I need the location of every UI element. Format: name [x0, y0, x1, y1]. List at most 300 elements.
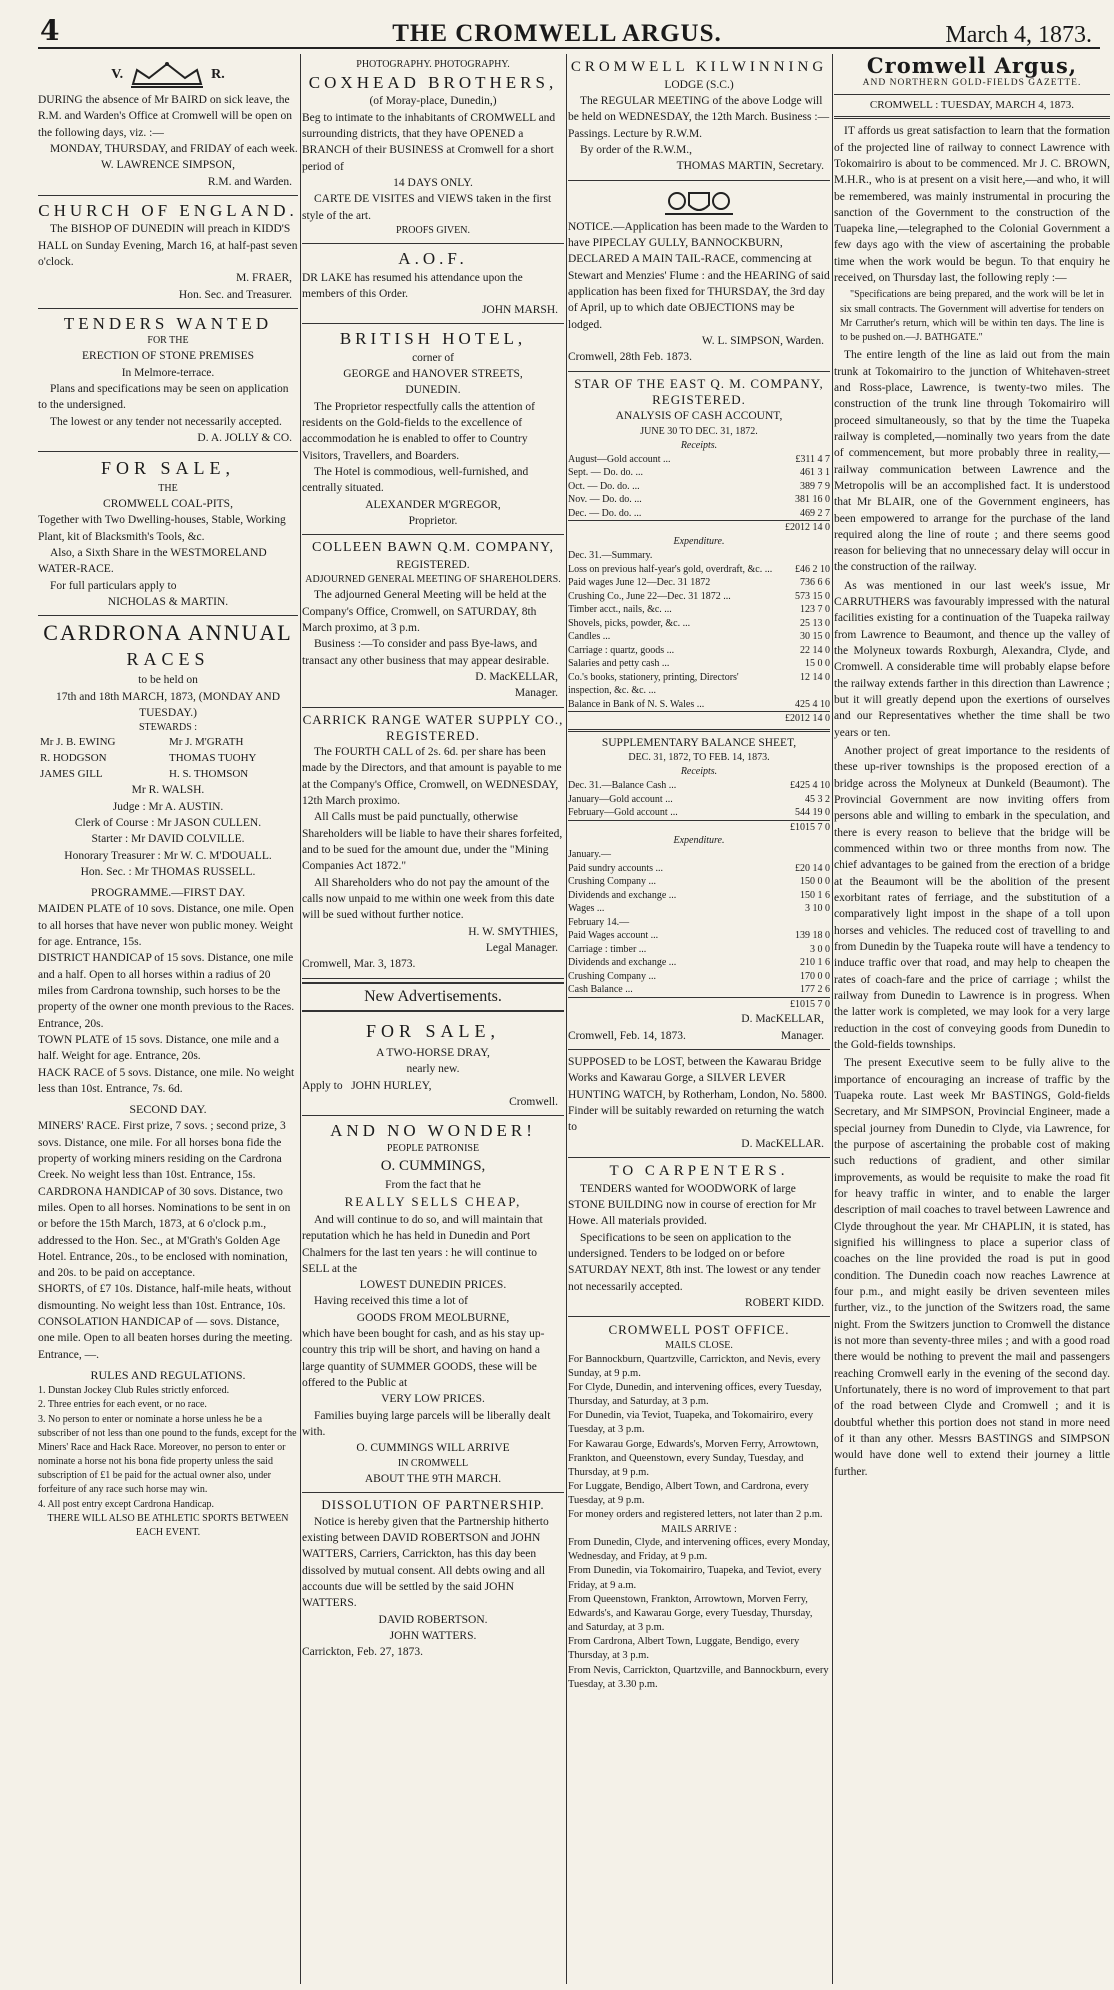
rules-heading: RULES AND REGULATIONS. [90, 1368, 246, 1383]
sale-body-2: Also, a Sixth Share in the WESTMORELAND WATER-RACE. [38, 546, 267, 576]
dissolution-body: Notice is hereby given that the Partnership hitherto existing between DAVID ROBERTSON and JOHN WATTERS, Carriers, Carrickton, has this day been dissolved by mutual consent. All debts owing and all accounts due will be settled by the said JOHN WATTERS. [302, 1515, 549, 1610]
mail-arrive-item: From Queenstown, Frankton, Arrowtown, Morven Ferry, Edwards's, and Kawarau Gorge, every Tuesday, Thursday, and Saturday, at 3 p.m. [568, 1593, 813, 1634]
cipher-r: R. [211, 67, 225, 83]
account-row [568, 590, 830, 604]
star-expenditure-label: Expenditure. [673, 535, 725, 547]
account-amount: 45 3 2 [805, 793, 830, 805]
account-row [568, 657, 830, 671]
cummings-ad [302, 1116, 564, 1493]
star-date-line [568, 1028, 830, 1044]
account-label: Crushing Co., June 22—Dec. 31 1872 ... [568, 590, 731, 602]
carrick-date: Cromwell, Mar. 3, 1873. [302, 958, 416, 971]
photo-heading: COXHEAD BROTHERS, [308, 73, 558, 93]
photography-ad [302, 54, 564, 244]
account-row [568, 793, 830, 807]
star-date: Cromwell, Feb. 14, 1873. [568, 1029, 686, 1042]
account-amount: 22 14 0 [800, 644, 830, 656]
carpenters-heading: TO CARPENTERS. [609, 1163, 789, 1180]
rule-item: 4. All post entry except Cardrona Handicap. [38, 1498, 215, 1510]
account-row [568, 507, 830, 521]
coal-pits-sale [38, 452, 298, 616]
races-held: to be held on [138, 674, 198, 687]
account-amount: 123 7 0 [800, 604, 830, 616]
mail-close-item: For money orders and registered letters, not later than 2 p.m. [568, 1509, 823, 1521]
vr-title: R.M. and Warden. [207, 175, 292, 188]
colleen-kicker: ADJOURNED GENERAL MEETING OF SHAREHOLDERS. [305, 574, 561, 586]
account-label: Paid wages June 12—Dec. 31 1872 [568, 577, 711, 589]
race-event: TOWN PLATE of 15 sovs. Distance, one mile and a half. Weight for age. Entrance, 20s. [38, 1033, 279, 1063]
race-event: DISTRICT HANDICAP of 15 sovs. Distance, one mile and a half. Open to all horses within a radius of 20 miles from Cardrona township, such horses to be the property of the owner one month previous to the Races. Entrance, 20s. [38, 952, 295, 1030]
account-label: Crushing Company ... [568, 876, 657, 888]
account-row [568, 956, 830, 970]
account-row [568, 848, 830, 862]
photo-cartes: CARTE DE VISITES and VIEWS taken in the first style of the art. [302, 193, 552, 222]
carpenters-body-2: Specifications to be seen on application to the undersigned. Tenders to be lodged on or before SATURDAY NEXT, 8th inst. The lowest or any tender not necessarily accepted. [568, 1231, 821, 1293]
mails-close-heading: MAILS CLOSE. [665, 1340, 733, 1351]
dray-apply [302, 1078, 564, 1094]
steward: Mr J. M'GRATH [169, 736, 244, 749]
account-row [568, 806, 830, 820]
carpenters-notice [568, 1158, 830, 1317]
account-row [568, 563, 830, 577]
dray-sale-ad [302, 1015, 564, 1116]
account-amount: 3 0 0 [810, 943, 830, 955]
mail-arrive-item: From Nevis, Carrickton, Quartzville, and Bannockburn, every Tuesday, at 3.30 p.m. [568, 1664, 829, 1690]
dissolution-heading: DISSOLUTION OF PARTNERSHIP. [321, 1497, 545, 1513]
expenditure-total-value: £2012 14 0 [785, 713, 830, 725]
issue-date: March 4, 1873. [945, 22, 1092, 48]
races-footer: THERE WILL ALSO BE ATHLETIC SPORTS BETWEEN EACH EVENT. [47, 1512, 289, 1539]
account-label: Dec. 31.—Summary. [568, 550, 653, 562]
editorial-paragraph: IT affords us great satisfaction to learn that the formation of the projected line of railway to connect Lawrence with Tokomairiro is about to be commenced. Mr J. C. BROWN, M.H.R., who is at present on a visit here,—and who, it will be remembered, was mainly instrumental in procuring the sanction of the Government to the construction of the Tuapeka line,—telegraphed to the Colonial Government a few days ago with the view of ascertaining the probable time when the work would be begun. To that enquiry he received, on Thursday last, the following reply :— [834, 125, 1110, 285]
account-amount: 461 3 1 [800, 467, 830, 479]
carrick-signature: H. W. SMYTHIES, [468, 925, 558, 938]
pipeclay-notice [568, 181, 830, 372]
dissolution-notice [302, 1493, 564, 1660]
column-1 [38, 54, 298, 1984]
editorial-masthead: Cromwell Argus, [866, 54, 1078, 78]
stewards-list [38, 735, 298, 782]
hotel-streets: GEORGE and HANOVER STREETS, [343, 368, 523, 381]
account-amount: £20 14 0 [795, 862, 830, 874]
race-judge: Judge : Mr A. AUSTIN. [112, 800, 224, 813]
editorial-paragraph: The present Executive seem to be fully alive to the importance of encouraging an increase of traffic by the Tuapeka route. Last week Mr BASTINGS, Gold-fields Secretary, and Mr SIMPSON, Provincial Engineer, made a special journey from Dunedin to Clyde, via Lawrence, for the purpose of ascertaining the probable cost of making such reductions of gradient, and other similar improvements, as would be requisite to make the road fit for heavy traffic in winter, and to enable the larger description of mail coaches to travel between Lawrence and Clyde throughout the year. Mr CHAPLIN, it is stated, has signified his willingness to place a superior class of coaches on the line provided the road is put in good condition. The Dunedin coach now reaches Lawrence at four p.m., and might easily be driven seventeen miles further, viz., to the junction of the Switzers road, the same night. From the Switzers junction to Cromwell the distance is not more than seventy-three miles ; and with a good road there would be nothing to prevent the mail and passengers reaching Cromwell early in the evening of the second day. Unfortunately, there is no word of improvement to that part of the road between Clyde and Cromwell ; and it is doubtful whether this portion does not stand in more need of it than any other. Messrs BASTINGS and SIMPSON would have done well to extend their journey a little further. [834, 1057, 1110, 1478]
account-row [568, 943, 830, 957]
account-row [568, 970, 830, 984]
races-heading: CARDRONA ANNUAL [43, 620, 293, 646]
mail-close-item: For Dunedin, via Teviot, Tuapeka, and Tokomairiro, every Tuesday, at 3 p.m. [568, 1410, 814, 1436]
account-amount [778, 848, 830, 862]
mails-arrive-heading: MAILS ARRIVE : [661, 1523, 737, 1535]
star-acct-heading: ANALYSIS OF CASH ACCOUNT, [615, 410, 783, 423]
account-label: January.— [568, 849, 611, 861]
colleen-sub: REGISTERED. [396, 558, 470, 571]
cummings-in: IN CROMWELL [397, 1457, 469, 1469]
account-row [568, 983, 830, 997]
dray-contact: JOHN HURLEY, [351, 1079, 432, 1092]
account-row [568, 779, 830, 793]
tenders-body-2: The lowest or any tender not necessarily accepted. [50, 415, 282, 428]
receipts-total [568, 520, 830, 535]
photo-body: Beg to intimate to the inhabitants of CROMWELL and surrounding districts, that they have OPENED a BRANCH of their BUSINESS at Cromwell for a short period of [302, 111, 556, 173]
expenditure-total [568, 711, 830, 726]
supp-receipts-total [568, 820, 830, 835]
divider [568, 729, 830, 732]
dissolution-signature: DAVID ROBERTSON. [378, 1613, 488, 1626]
account-amount: £425 4 10 [790, 780, 830, 792]
account-row [568, 493, 830, 507]
account-amount [778, 549, 830, 563]
account-row [568, 929, 830, 943]
races-dates: 17th and 18th MARCH, 1873, (MONDAY AND TUESDAY.) [55, 690, 281, 719]
vr-body: DURING the absence of Mr BAIRD on sick leave, the R.M. and Warden's Office at Cromwell will be open on the following days, viz. :— [38, 94, 292, 139]
account-row [568, 916, 830, 930]
account-amount: 12 14 0 [800, 671, 830, 683]
account-row [568, 902, 830, 916]
masthead [0, 0, 1114, 52]
race-event: CARDRONA HANDICAP of 30 sovs. Distance, two miles. Open to all horses. Nominations to be sent in on or before the 15th March, 1873, at 6 o'clock p.m., addressed to the Hon. Sec., at M'Grath's Golden Age Hotel. Entrance, 20s., to be enclosed with nomination, and 20s. to be paid on acceptance. [38, 1185, 291, 1280]
account-row [568, 644, 830, 658]
race-starter: Starter : Mr DAVID COLVILLE. [91, 833, 245, 846]
cummings-goods: GOODS FROM MEOLBURNE, [356, 1311, 510, 1324]
account-label: Paid sundry accounts ... [568, 862, 663, 874]
dissolution-signature-2: JOHN WATTERS. [389, 1629, 477, 1642]
steward: Mr J. B. EWING [40, 736, 116, 749]
account-amount: 469 2 7 [800, 507, 830, 519]
tenders-signature: D. A. JOLLY & CO. [197, 431, 292, 444]
account-label: February 14.— [568, 916, 630, 928]
colleen-title: Manager. [514, 687, 558, 700]
supp-period: DEC. 31, 1872, TO FEB. 14, 1873. [628, 751, 770, 763]
sale-subject: CROMWELL COAL-PITS, [103, 498, 233, 510]
dray-heading: FOR SALE, [365, 1021, 500, 1042]
account-row [568, 549, 830, 563]
royal-cipher [38, 58, 298, 92]
column-rule [566, 54, 567, 1984]
account-row [568, 875, 830, 889]
church-heading: CHURCH OF ENGLAND. [38, 200, 298, 220]
carrick-heading: CARRICK RANGE WATER SUPPLY CO., REGISTERED. [302, 711, 564, 743]
sale-body-3: For full particulars apply to [50, 579, 177, 592]
account-label: Crushing Company ... [568, 970, 657, 982]
expenditure-table [568, 549, 830, 711]
cummings-sells: REALLY SELLS CHEAP, [344, 1194, 522, 1210]
hotel-corner: corner of [412, 351, 454, 364]
vr-days: MONDAY, THURSDAY, and FRIDAY of each week. [50, 142, 298, 155]
lodge-sub: LODGE (S.C.) [664, 78, 734, 91]
receipts-total-value: £2012 14 0 [785, 522, 830, 534]
mail-arrive-item: From Dunedin, via Tokomairiro, Tuapeka, and Teviot, every Friday, at 9 a.m. [568, 1565, 822, 1591]
sale-heading: FOR SALE, [100, 458, 235, 479]
race-event: MINERS' RACE. First prize, 7 sovs. ; second prize, 3 sovs. Distance, one mile. For all horses bona fide the property of working miners residing on the Cardrona Creek. No weight less than 10st. Entrance, 15s. [38, 1120, 286, 1182]
dray-condition: nearly new. [406, 1063, 460, 1076]
church-signature: M. FRAER, [236, 272, 292, 285]
carpenters-signature: ROBERT KIDD. [745, 1297, 824, 1310]
steward-last: Mr R. WALSH. [131, 784, 205, 797]
account-row [568, 480, 830, 494]
account-label: Paid Wages account ... [568, 930, 659, 942]
cummings-heading: AND NO WONDER! [330, 1121, 536, 1141]
account-amount: 30 15 0 [800, 631, 830, 643]
editorial-paragraph: The entire length of the line as laid out from the main trunk at Tokomairiro to the junction of Whitehaven-street and Ross-place, Lawrence, is twenty-two miles. The construction of the trunk line through Tokomairiro will proceed simultaneously, so that by the time the Tuapeka railway is completed,—nominally two years from the date of commencement, but more probably three in reality,—railway communication between Lawrence and the Metropolis will be an accomplished fact. It is understood that Mr BLAIR, one of the Government engineers, has been empowered to arrange for the purchase of the land required along the line of route ; and there seems good reason for believing that no unnecessary delay will occur in the construction of the railway. [834, 349, 1110, 574]
account-amount: 210 1 6 [800, 957, 830, 969]
race-event: HACK RACE of 5 sovs. Distance, one mile. No weight less than 10st. Entrance, 7s. 6d. [38, 1066, 295, 1095]
cummings-body-4: Families buying large parcels will be liberally dealt with. [302, 1409, 551, 1439]
account-amount: £311 4 7 [795, 453, 830, 465]
account-amount: 381 16 0 [795, 494, 830, 506]
church-notice [38, 196, 298, 309]
cummings-body-3: which have been bought for cash, and as his stay up-country this trip will be short, and having on hand a large quantity of SUMMER GOODS, these will be offered to the Public at [302, 1328, 545, 1390]
coat-of-arms-icon [655, 187, 743, 217]
account-label: Candles ... [568, 631, 611, 643]
carrick-body-3: All Shareholders who do not pay the amount of the calls now unpaid to me within one week from this date will be sued without further notice. [302, 876, 555, 922]
aof-notice [302, 244, 564, 324]
lodge-body: The REGULAR MEETING of the above Lodge will be held on WEDNESDAY, the 12th March. Business :—Passings. Lecture by R.W.M. [568, 95, 830, 140]
cipher-v: V. [111, 67, 124, 83]
editorial-body [834, 123, 1110, 1480]
account-amount: £46 2 10 [795, 563, 830, 575]
pipeclay-body: NOTICE.—Application has been made to the Warden to have PIPECLAY GULLY, BANNOCKBURN, DECLARED A MAIN TAIL-RACE, commencing at Stewart and Menzies' Flume : and the HEARING of said application has been fixed for THURSDAY, the 3rd day of April, up to which date OBJECTIONS may be lodged. [568, 220, 830, 331]
photo-days: 14 DAYS ONLY. [393, 177, 473, 190]
mail-close-item: For Bannockburn, Quartzville, Carrickton, and Nevis, every Sunday, at 9 p.m. [568, 1353, 821, 1379]
british-hotel-ad [302, 324, 564, 535]
account-amount [778, 916, 830, 930]
day-two-heading: SECOND DAY. [129, 1102, 207, 1117]
cummings-people: PEOPLE PATRONISE [386, 1142, 480, 1154]
account-label: February—Gold account ... [568, 807, 678, 819]
colleen-body: The adjourned General Meeting will be held at the Company's Office, Cromwell, on SATURDAY, 8th March proximo, at 3 p.m. [302, 589, 547, 635]
account-row [568, 698, 830, 712]
day-one-heading: PROGRAMME.—FIRST DAY. [90, 885, 246, 900]
dissolution-date: Carrickton, Feb. 27, 1873. [302, 1646, 424, 1659]
hotel-signature: ALEXANDER M'GREGOR, [365, 498, 501, 511]
account-amount: 425 4 10 [795, 698, 830, 710]
star-period: JUNE 30 TO DEC. 31, 1872. [640, 425, 758, 437]
account-label: Dec. 31.—Balance Cash ... [568, 780, 677, 792]
carrick-body-2: All Calls must be paid punctually, otherwise Shareholders will be liable to have their shares forfeited, and to be sued for the amount due, under the "Mining Companies Act 1872." [302, 811, 563, 873]
dray-subject: A TWO-HORSE DRAY, [376, 1047, 490, 1060]
newspaper-title: THE CROMWELL ARGUS. [392, 20, 722, 47]
church-title: Hon. Sec. and Treasurer. [178, 288, 292, 301]
account-amount: 150 0 0 [800, 876, 830, 888]
tenders-heading: TENDERS WANTED [63, 313, 273, 333]
account-amount: 150 1 6 [800, 889, 830, 901]
account-amount: 25 13 0 [800, 617, 830, 629]
account-amount: 573 15 0 [795, 590, 830, 602]
account-label: Wages ... [568, 903, 605, 915]
tenders-subject: ERECTION OF STONE PREMISES [82, 350, 254, 363]
hotel-body-2: The Hotel is commodious, well-furnished, and centrally situated. [302, 466, 529, 495]
cummings-name: O. CUMMINGS, [380, 1157, 486, 1174]
account-label: Cash Balance ... [568, 984, 633, 996]
tenders-body: Plans and specifications may be seen on application to the undersigned. [38, 382, 289, 412]
account-amount: 3 10 0 [805, 903, 830, 915]
photo-sub: (of Moray-place, Dunedin,) [369, 95, 497, 108]
account-label: Salaries and petty cash ... [568, 658, 670, 670]
account-label: Carriage : quartz, goods ... [568, 644, 675, 656]
editorial-quote: "Specifications are being prepared, and the work will be let in six small contracts. The Government will advertise for tenders on Mr Carruther's return, which will be within ten days. The line is to be pushed on.—J. BATHGATE." [840, 289, 1104, 344]
race-event: CONSOLATION HANDICAP of — sovs. Distance, one mile. Open to all beaten horses during the meeting. Entrance, —. [38, 1316, 293, 1361]
race-secretary: Hon. Sec. : Mr THOMAS RUSSELL. [80, 865, 256, 878]
pipeclay-signature: W. L. SIMPSON, Warden. [701, 335, 824, 348]
masthead-rule [38, 47, 1100, 49]
post-office-notice [568, 1317, 830, 1692]
account-label: January—Gold account ... [568, 793, 673, 805]
race-clerk: Clerk of Course : Mr JASON CULLEN. [74, 816, 262, 829]
cummings-body: And will continue to do so, and will maintain that reputation which he has held in Dunedin and Port Chalmers for the last ten years : he will continue to SELL at the [302, 1213, 543, 1275]
account-row [568, 630, 830, 644]
crown-icon [123, 60, 211, 90]
account-row [568, 671, 830, 698]
carrick-body: The FOURTH CALL of 2s. 6d. per share has been made by the Directors, and that amount is payable to me at the Company's Office, Cromwell, on WEDNESDAY, 12th March proximo. [302, 746, 562, 808]
account-label: Nov. — Do. do. ... [568, 494, 642, 506]
column-3 [568, 54, 830, 1984]
cummings-body-2: Having received this time a lot of [314, 1295, 468, 1308]
account-label: Timber acct., nails, &c. ... [568, 604, 672, 616]
supp-expenditure-table [568, 848, 830, 997]
hotel-city: DUNEDIN. [405, 384, 461, 397]
mail-close-item: For Kawarau Gorge, Edwards's, Morven Ferry, Arrowtown, Frankton, and Queenstown, every Sunday, Tuesday, and Thursday, at 9 p.m. [568, 1438, 819, 1478]
account-row [568, 862, 830, 876]
carrick-range-notice [302, 708, 564, 979]
race-event: MAIDEN PLATE of 10 sovs. Distance, one mile. Open to all horses that have never won public money. Weight for age. Entrance, 15s. [38, 903, 294, 948]
cardrona-races-ad [38, 616, 298, 1540]
account-amount: 736 6 6 [800, 577, 830, 589]
new-advertisements-heading: New Advertisements. [302, 982, 564, 1013]
account-row [568, 617, 830, 631]
colleen-heading: COLLEEN BAWN Q.M. COMPANY, [312, 540, 554, 556]
sale-the: THE [158, 482, 178, 494]
steward: JAMES GILL [40, 767, 103, 780]
sale-body: Together with Two Dwelling-houses, Stable, Working Plant, kit of Blacksmith's Tools, &c. [38, 514, 286, 543]
account-amount: 170 0 0 [800, 970, 830, 982]
aof-body: DR LAKE has resumed his attendance upon the members of this Order. [302, 271, 523, 300]
star-title: Manager. [780, 1029, 824, 1042]
hotel-body: The Proprietor respectfully calls the attention of residents on the Gold-fields to the excellence of accommodation he is enabled to offer to Country Visitors, Travellers, and Boarders. [302, 400, 535, 462]
account-label: Dividends and exchange ... [568, 889, 677, 901]
star-of-east-accounts [568, 372, 830, 1050]
editorial-paragraph: Another project of great importance to the residents of these up-river townships is the proposed erection of a bridge across the Molyneux at Dunkeld (Beaumont). The Provincial Government are now inviting offers from persons able and willing to embark in the speculation, and there is every reason to believe that the bridge will be commenced within two or three months from now. The chief advantages to be gained from the erection of a bridge at the Beaumont will be the abolition of the present exorbitant rates of ferriage, and the substitution of a comparatively light impost in the shape of a toll upon horses and vehicles. The reduced cost of travelling to and from Dunedin by the Tuapeka route will have a tendency to induce traffic over that road, and may help to cheapen the rates of coach-fare and the price of carriage ; whilst the railway from Dunedin to Lawrence is in progress. When the latter work is completed, we may look for a very large reduction in the cost of conveying goods from Dunedin to the Gold-fields townships. [834, 745, 1110, 1051]
colleen-body-2: Business :—To consider and pass Bye-laws, and transact any other business that may appear desirable. [302, 638, 550, 667]
mail-close-item: For Luggate, Bendigo, Albert Town, and Cardrona, every Tuesday, at 9 p.m. [568, 1481, 809, 1507]
account-label: Co.'s books, stationery, printing, Directors' inspection, &c. &c. ... [568, 671, 739, 697]
account-row [568, 466, 830, 480]
hotel-title: Proprietor. [408, 515, 458, 528]
page-number: 4 [40, 14, 60, 47]
account-row [568, 889, 830, 903]
account-label: Balance in Bank of N. S. Wales ... [568, 698, 705, 710]
colleen-signature: D. MacKELLAR, [475, 671, 558, 683]
supp-exp-total-value: £1015 7 0 [790, 998, 830, 1010]
coat-of-arms [568, 185, 830, 219]
rule-item: 3. No person to enter or nominate a horse unless he be a subscriber of not less than one pound to the funds, except for the Miners' Race and Hack Race. Moreover, no person to enter or nominate a horse not his bona fide property unless the said subscription of £1 be paid for the actual owner also, under forfeiture of any race such horse may win. [38, 1413, 297, 1496]
carpenters-body: TENDERS wanted for WOODWORK of large STONE BUILDING now in course of erection for Mr Howe. All materials provided. [568, 1182, 817, 1228]
cummings-when: ABOUT THE 9TH MARCH. [364, 1472, 502, 1485]
account-label: August—Gold account ... [568, 453, 671, 465]
account-label: Dec. — Do. do. ... [568, 507, 642, 519]
lost-body: SUPPOSED to be LOST, between the Kawarau Bridge Works and Kawarau Gorge, a SILVER LEVER HUNTING WATCH, by Rotherham, London, No. 5800. Finder will be suitably rewarded on returning the watch to [568, 1056, 827, 1134]
cummings-arrive: O. CUMMINGS WILL ARRIVE [356, 1442, 510, 1455]
pipeclay-date: Cromwell, 28th Feb. 1873. [568, 351, 692, 364]
star-heading: STAR OF THE EAST Q. M. COMPANY, REGISTERED. [574, 375, 824, 407]
supp-expenditure-label: Expenditure. [673, 835, 725, 847]
supp-total-value: £1015 7 0 [790, 821, 830, 833]
tenders-location: In Melmore-terrace. [121, 366, 215, 379]
star-receipts-label: Receipts. [680, 439, 718, 451]
account-row [568, 576, 830, 590]
post-heading: CROMWELL POST OFFICE. [608, 1322, 790, 1338]
rule-item: 1. Dunstan Jockey Club Rules strictly enforced. [38, 1385, 230, 1397]
column-4-editorial [834, 54, 1110, 1984]
account-label: Oct. — Do. do. ... [568, 480, 640, 492]
lodge-heading: CROMWELL KILWINNING [570, 59, 828, 75]
photo-proofs: PROOFS GIVEN. [396, 225, 470, 237]
editorial-dateline: CROMWELL : TUESDAY, MARCH 4, 1873. [834, 94, 1110, 120]
account-label: Shovels, picks, powder, &c. ... [568, 617, 691, 629]
cummings-from: From the fact that he [385, 1179, 481, 1192]
mail-arrive-item: From Dunedin, Clyde, and intervening offices, every Monday, Wednesday, and Friday, at 9 p.m. [568, 1537, 830, 1563]
mail-arrive-item: From Cardrona, Albert Town, Luggate, Bendigo, every Thursday, at 3 p.m. [568, 1636, 800, 1662]
steward: R. HODGSON [40, 752, 107, 765]
sale-signature: NICHOLAS & MARTIN. [107, 595, 229, 608]
steward: THOMAS TUOHY [169, 752, 257, 765]
cummings-prices: LOWEST DUNEDIN PRICES. [359, 1279, 507, 1292]
aof-signature: JOHN MARSH. [481, 304, 558, 317]
dray-place: Cromwell. [509, 1096, 558, 1108]
mail-close-item: For Clyde, Dunedin, and intervening offices, every Tuesday, Thursday, and Saturday, at 3 p.m. [568, 1381, 822, 1408]
account-amount: 15 0 0 [805, 658, 830, 670]
race-treasurer: Honorary Treasurer : Mr W. C. M'DOUALL. [64, 849, 272, 862]
races-heading-2: RACES [126, 648, 210, 669]
supp-heading: SUPPLEMENTARY BALANCE SHEET, [601, 736, 797, 749]
lost-watch-notice [568, 1050, 830, 1158]
lodge-signature: THOMAS MARTIN, Secretary. [676, 160, 824, 173]
column-rule [300, 54, 301, 1984]
account-label: Sept. — Do. do. ... [568, 467, 643, 479]
photo-kicker: PHOTOGRAPHY. PHOTOGRAPHY. [356, 59, 510, 70]
lost-signature: D. MacKELLAR. [741, 1137, 824, 1150]
account-amount: 177 2 6 [800, 984, 830, 996]
account-label: Carriage : timber ... [568, 943, 647, 955]
rule-item: 2. Three entries for each event, or no race. [38, 1399, 207, 1411]
account-label: Loss on previous half-year's gold, overdraft, &c. ... [568, 563, 773, 575]
dray-apply-label: Apply to [302, 1079, 343, 1092]
supp-receipts-table [568, 779, 830, 820]
church-body: The BISHOP OF DUNEDIN will preach in KIDD'S HALL on Sunday Evening, March 16, at half-past seven o'clock. [38, 223, 298, 268]
steward: H. S. THOMSON [169, 767, 249, 780]
aof-heading: A.O.F. [398, 249, 468, 269]
star-signature: D. MacKELLAR, [741, 1013, 824, 1026]
cummings-low: VERY LOW PRICES. [381, 1393, 485, 1406]
hotel-heading: BRITISH HOTEL, [339, 329, 527, 349]
stewards-heading: STEWARDS : [138, 722, 198, 734]
account-amount: 389 7 9 [800, 480, 830, 492]
carrick-title: Legal Manager. [485, 942, 558, 955]
vr-notice [38, 54, 298, 196]
vr-signature: W. LAWRENCE SIMPSON, [100, 159, 236, 172]
column-rule [832, 54, 833, 1984]
supp-expenditure-total [568, 997, 830, 1012]
editorial-subtitle: AND NORTHERN GOLD-FIELDS GAZETTE. [862, 78, 1082, 89]
supp-receipts-label: Receipts. [680, 766, 718, 778]
tenders-for: FOR THE [147, 335, 189, 347]
account-label: Dividends and exchange ... [568, 957, 677, 969]
receipts-table [568, 453, 830, 521]
account-row [568, 453, 830, 467]
column-2 [302, 54, 564, 1984]
account-row [568, 603, 830, 617]
account-amount: 544 19 0 [795, 807, 830, 819]
